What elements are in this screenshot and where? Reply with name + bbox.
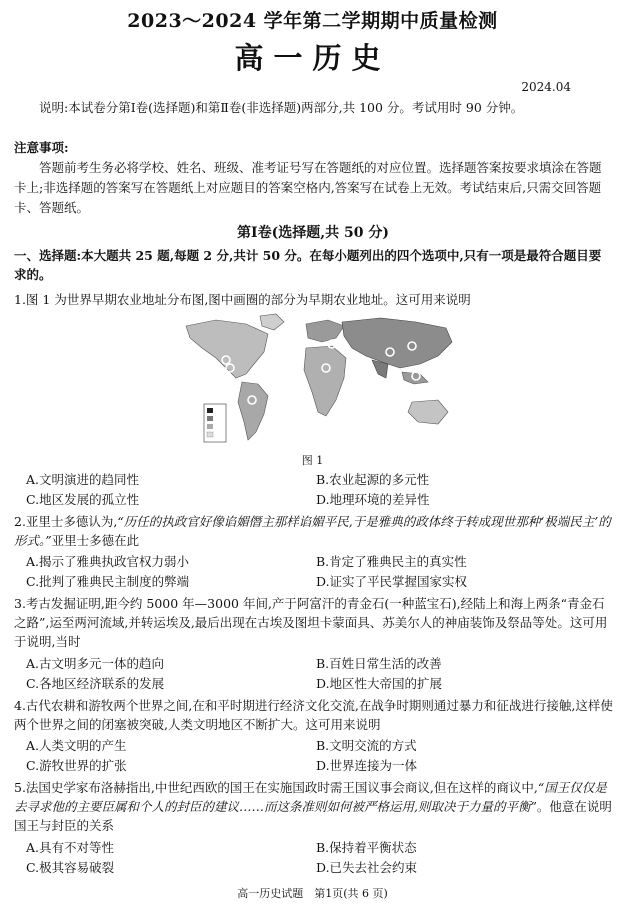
option-d[interactable]: D.地理环境的差异性 — [316, 492, 430, 507]
instructions-description: 说明:本试卷分第Ⅰ卷(选择题)和第Ⅱ卷(非选择题)两部分,共 100 分。考试用时 90 分钟。 — [39, 100, 524, 115]
legend-swatch — [207, 424, 213, 429]
question-5-stem-b: 。他意在说明国王与封臣的关系 — [14, 799, 612, 833]
question-4-options — [26, 736, 616, 776]
question-5-stem — [14, 778, 614, 835]
option-d[interactable]: D.地区性大帝国的扩展 — [316, 676, 443, 691]
option-a[interactable]: A.文明演进的趋同性 — [26, 472, 140, 487]
exam-title: 2023～2024 学年第二学期期中质量检测 — [127, 10, 498, 32]
option-c[interactable]: C.批判了雅典民主制度的弊端 — [26, 574, 190, 589]
legend-swatch — [207, 408, 213, 413]
notes-body: 答题前考生务必将学校、姓名、班级、准考证号写在答题纸的对应位置。选择题答案按要求填涂在答题卡上;非选择题的答案写在答题纸上对应题目的答案空格内,答案写在试卷上无效。考试结束后,只需交回答题卡、答题纸。 — [14, 160, 602, 215]
option-c[interactable]: C.极其容易破裂 — [26, 860, 115, 875]
page-footer: 高一历史试题 第1页(共 6 页) — [237, 887, 388, 900]
option-a[interactable]: A.揭示了雅典执政官权力弱小 — [26, 554, 190, 569]
option-c[interactable]: C.各地区经济联系的发展 — [26, 676, 165, 691]
section-intro: 一、选择题:本大题共 25 题,每题 2 分,共计 50 分。在每小题列出的四个选项中,只有一项是最符合题目要求的。 — [14, 248, 602, 282]
option-b[interactable]: B.文明交流的方式 — [316, 738, 417, 753]
legend-swatch — [207, 432, 213, 437]
option-c[interactable]: C.地区发展的孤立性 — [26, 492, 140, 507]
question-3-stem: 3.考古发掘证明,距今约 5000 年—3000 年间,产于阿富汗的青金石(一种蓝宝石),经陆上和海上两条“青金石之路”,运至两河流域,并转运埃及,最后出现在古埃及图坦卡蒙面具、苏美尔人的神庙装饰及祭品等处。这可用于说明,当时 — [14, 596, 608, 649]
world-map-figure — [176, 312, 462, 448]
question-2-stem-b: 亚里士多德在此 — [51, 533, 140, 548]
option-c[interactable]: C.游牧世界的扩张 — [26, 758, 127, 773]
question-5-stem-a: 5.法国史学家布洛赫指出,中世纪西欧的国王在实施国政时需王国议事会商议,但在这样的商议中, — [14, 780, 538, 795]
option-b[interactable]: B.百姓日常生活的改善 — [316, 656, 442, 671]
question-2-stem-a: 2.亚里士多德认为, — [14, 514, 118, 529]
option-b[interactable]: B.农业起源的多元性 — [316, 472, 430, 487]
question-2-quote: “历任的执政官好像谄媚僭主那样谄媚平民,于是雅典的政体终于转成现世那种‘极端民主’的形式。” — [14, 514, 611, 548]
part1-title: 第Ⅰ卷(选择题,共 50 分) — [237, 225, 389, 241]
option-a[interactable]: A.具有不对等性 — [26, 840, 115, 855]
option-b[interactable]: B.保持着平衡状态 — [316, 840, 417, 855]
question-2-options — [26, 552, 616, 592]
notes-title: 注意事项: — [14, 140, 69, 155]
figure-1-caption: 图 1 — [301, 454, 324, 467]
option-a[interactable]: A.古文明多元一体的趋向 — [26, 656, 165, 671]
question-5-quote: “国王仅仅是去寻求他的主要臣属和个人的封臣的建议……而这条准则如何被严格运用,则取决于力量的平衡” — [14, 780, 607, 814]
question-1-stem: 1.图 1 为世界早期农业地址分布图,图中画圈的部分为早期农业地址。这可用来说明 — [14, 292, 471, 307]
option-d[interactable]: D.世界连接为一体 — [316, 758, 418, 773]
question-1-options — [26, 470, 616, 510]
question-3-options — [26, 654, 616, 694]
exam-date: 2024.04 — [521, 80, 571, 94]
legend-swatch — [207, 416, 213, 421]
option-b[interactable]: B.肯定了雅典民主的真实性 — [316, 554, 467, 569]
option-d[interactable]: D.已失去社会约束 — [316, 860, 418, 875]
option-a[interactable]: A.人类文明的产生 — [26, 738, 127, 753]
subject-title: 高一历史 — [234, 41, 391, 75]
question-4-stem: 4.古代农耕和游牧两个世界之间,在和平时期进行经济文化交流,在战争时期则通过暴力和征战进行接触,这样使两个世界之间的闭塞被突破,人类文明地区不断扩大。这可用来说明 — [14, 698, 613, 732]
option-d[interactable]: D.证实了平民掌握国家实权 — [316, 574, 468, 589]
question-2-stem — [14, 512, 614, 550]
question-5-options — [26, 838, 616, 878]
